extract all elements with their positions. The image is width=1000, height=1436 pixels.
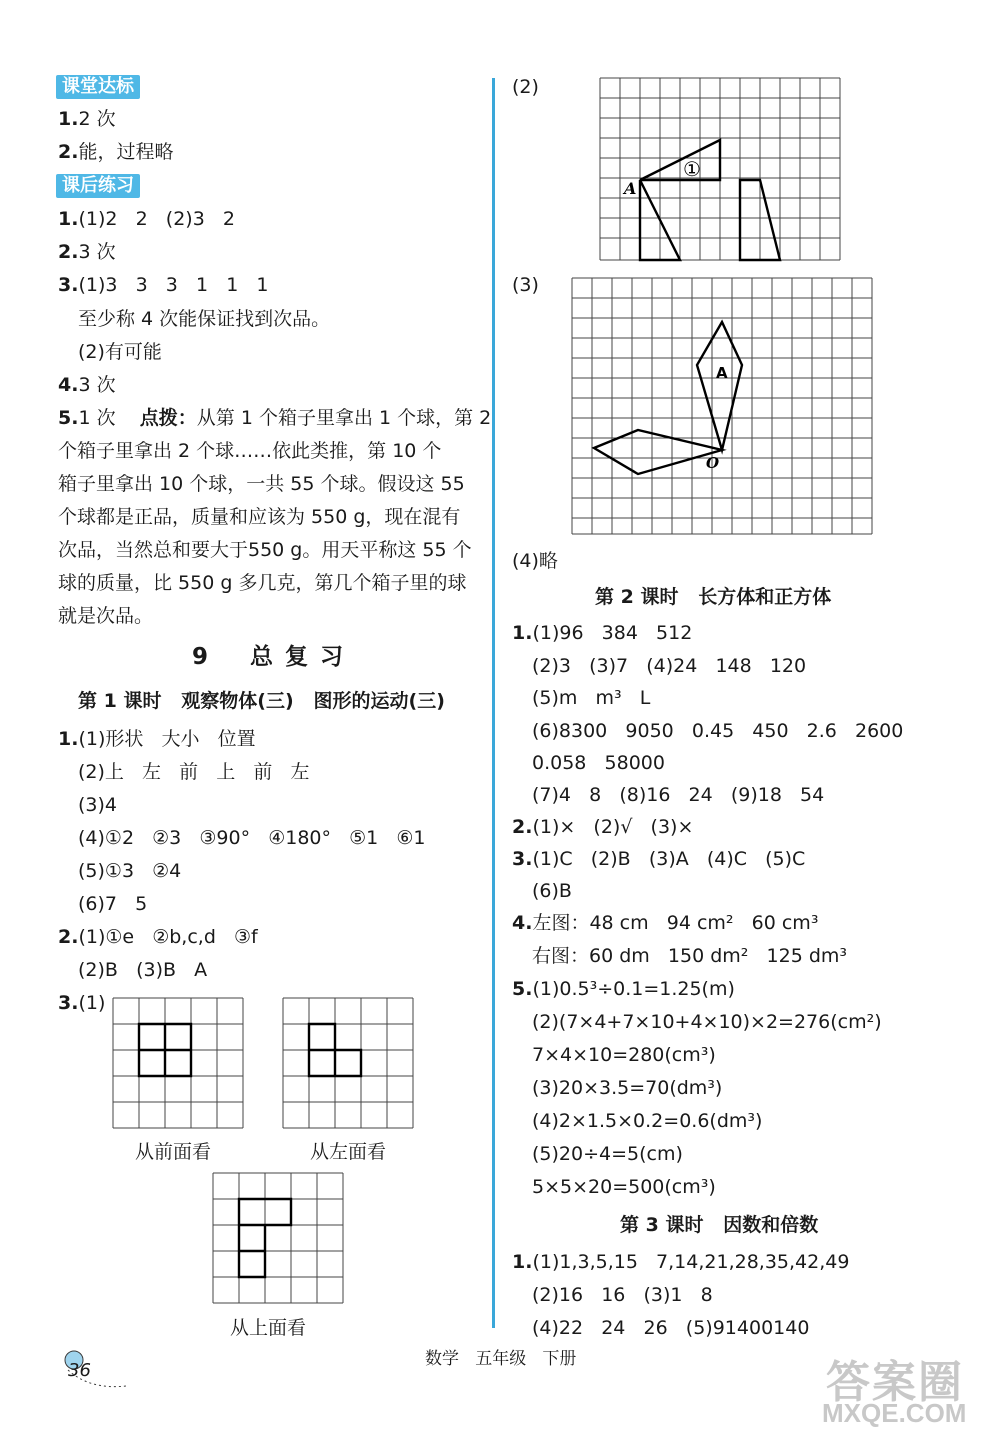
hw-num-6: 4. (58, 374, 79, 396)
front-grid-lines (113, 998, 243, 1128)
l3-line-1 (512, 1249, 849, 1275)
l2-num-8: 3. (512, 848, 533, 870)
front-view-shape (139, 1024, 191, 1076)
l2-line-12 (512, 976, 735, 1002)
l3-num-1: 1. (512, 1251, 533, 1273)
fig2-point-a: A (624, 179, 637, 198)
l2-line-6: (7)4 8 (8)16 24 (9)18 54 (532, 784, 825, 806)
watermark-logo: 答案圈 (826, 1358, 964, 1407)
caption-front: 从前面看 (135, 1141, 212, 1163)
q5-line-1 (58, 405, 491, 431)
cw-text-1: 2 次 (78, 108, 116, 130)
figure-2-grid (600, 78, 842, 262)
l1-line-7 (58, 924, 258, 950)
page-number: 36 (68, 1360, 91, 1381)
hw-line-5 (78, 339, 162, 365)
front-view-grid (113, 998, 245, 1130)
fig3-grid-lines (572, 278, 872, 534)
l2-num-7: 2. (512, 816, 533, 838)
left-view-grid (283, 998, 415, 1130)
classwork-tag (56, 75, 140, 99)
l1-num-1: 1. (58, 728, 79, 750)
caption-left: 从左面看 (310, 1141, 387, 1163)
l2-line-7 (512, 814, 693, 840)
l1-line-1 (58, 726, 256, 752)
hw-num-2: 2. (58, 241, 79, 263)
left-grid-lines (283, 998, 413, 1128)
top-grid-lines (213, 1173, 343, 1303)
lesson3-title: 第 3 课时 因数和倍数 (620, 1214, 819, 1236)
fig3-kite-horizontal (594, 430, 722, 474)
l1-line-3: (3)4 (78, 794, 118, 816)
q5-line-6: 球的质量，比 550 g 多几克，第几个箱子里的球 (58, 572, 467, 594)
hw-num-3: 3. (58, 274, 79, 296)
lesson2-title: 第 2 课时 长方体和正方体 (595, 586, 832, 608)
hw-line-3 (58, 272, 269, 298)
cw-line-1 (58, 106, 116, 132)
l2-text-7: (1)× (2)√ (3)× (532, 816, 694, 838)
hw-text-3: (1)3 3 3 1 1 1 (78, 274, 269, 296)
left-view-shape (309, 1024, 361, 1076)
watermark-url: MXQE.COM (822, 1398, 967, 1428)
hw-line-4 (78, 306, 330, 332)
lesson1-title: 第 1 课时 观察物体(三) 图形的运动(三) (78, 690, 445, 712)
top-view-grid (213, 1173, 345, 1305)
q5-hint-label: 点拨： (139, 407, 197, 429)
l2-line-14: 7×4×10=280(cm³) (532, 1044, 716, 1066)
fig2-circle-label: ① (683, 157, 701, 181)
fig3-label: (3) (512, 274, 539, 296)
l3-text-1: (1)1,3,5,15 7,14,21,28,35,42,49 (532, 1251, 850, 1273)
l1-num-9: 3. (58, 992, 79, 1014)
cw-text-2: 能，过程略 (78, 141, 174, 163)
l1-text-9: (1) (78, 992, 106, 1014)
q5-line-7: 就是次品。 (58, 605, 154, 627)
cw-line-2 (58, 139, 173, 165)
fig4-label: (4)略 (512, 550, 558, 572)
figure-3-grid (572, 278, 874, 536)
l1-line-4: (4)①2 ②3 ③90° ④180° ⑤1 ⑥1 (78, 827, 426, 849)
classwork-tag-text: 课堂达标 (62, 76, 134, 97)
fig3-point-a: A (716, 364, 728, 382)
l2-text-1: (1)96 384 512 (532, 622, 693, 644)
hw-text-4: 至少称 4 次能保证找到次品。 (78, 308, 331, 330)
l1-num-7: 2. (58, 926, 79, 948)
fig3-point-o: O (706, 454, 720, 472)
l1-line-9 (58, 990, 105, 1016)
homework-tag (56, 174, 140, 198)
l2-num-12: 5. (512, 978, 533, 1000)
cw-num-2: 2. (58, 141, 79, 163)
l2-num-1: 1. (512, 622, 533, 644)
q5-line-5: 次品，当然总和要大于550 g。用天平称这 55 个 (58, 539, 472, 561)
q5-hint: 从第 1 个箱子里拿出 1 个球，第 2 (196, 407, 492, 429)
l2-line-18: 5×5×20=500(cm³) (532, 1176, 716, 1198)
footer-subject: 数学 五年级 下册 (425, 1349, 577, 1369)
hw-text-1: (1)2 2 (2)3 2 (78, 208, 235, 230)
l2-line-9: (6)B (532, 880, 572, 902)
hw-text-6: 3 次 (78, 374, 116, 396)
q5-line-2: 个箱子里拿出 2 个球……依此类推，第 10 个 (58, 440, 442, 462)
l2-line-13: (2)(7×4+7×10+4×10)×2=276(cm²) (532, 1011, 882, 1033)
caption-top: 从上面看 (230, 1317, 307, 1339)
column-divider (492, 78, 495, 1328)
hw-line-2 (58, 239, 116, 265)
l2-line-1 (512, 620, 692, 646)
l2-line-10 (512, 910, 818, 936)
cw-num-1: 1. (58, 108, 79, 130)
l2-line-2: (2)3 (3)7 (4)24 148 120 (532, 655, 807, 677)
q5-num: 5. (58, 407, 79, 429)
l3-line-2: (2)16 16 (3)1 8 (532, 1284, 713, 1306)
l2-line-15: (3)20×3.5=70(dm³) (532, 1077, 723, 1099)
hw-num-1: 1. (58, 208, 79, 230)
l1-line-8: (2)B (3)B A (78, 959, 208, 981)
chapter-title: 9 总 复 习 (192, 644, 346, 670)
l2-line-4: (6)8300 9050 0.45 450 2.6 2600 (532, 720, 904, 742)
l3-line-3: (4)22 24 26 (5)91400140 (532, 1317, 810, 1339)
fig3-kite-vertical (697, 322, 742, 450)
q5-line-3: 箱子里拿出 10 个球，一共 55 个球。假设这 55 (58, 473, 465, 495)
l1-text-1: (1)形状 大小 位置 (78, 728, 256, 750)
l2-line-3: (5)m m³ L (532, 687, 651, 709)
hw-line-6 (58, 372, 116, 398)
l2-text-12: (1)0.5³÷0.1=1.25(m) (532, 978, 735, 1000)
fig2-label: (2) (512, 76, 539, 98)
l2-line-16: (4)2×1.5×0.2=0.6(dm³) (532, 1110, 763, 1132)
hw-line-1 (58, 206, 235, 232)
hw-text-2: 3 次 (78, 241, 116, 263)
hw-text-5: (2)有可能 (78, 341, 162, 363)
l2-num-10: 4. (512, 912, 533, 934)
l1-line-6: (6)7 5 (78, 893, 148, 915)
l2-text-8: (1)C (2)B (3)A (4)C (5)C (532, 848, 806, 870)
l1-line-5: (5)①3 ②4 (78, 860, 182, 882)
l1-line-2: (2)上 左 前 上 前 左 (78, 761, 310, 783)
l2-line-17: (5)20÷4=5(cm) (532, 1143, 683, 1165)
l2-line-8 (512, 846, 805, 872)
q5-answer: 1 次 (78, 407, 116, 429)
homework-tag-text: 课后练习 (62, 175, 134, 196)
l2-line-11: 右图：60 dm 150 dm² 125 dm³ (532, 945, 848, 967)
q5-line-4: 个球都是正品，质量和应该为 550 g，现在混有 (58, 506, 461, 528)
l2-text-10: 左图：48 cm 94 cm² 60 cm³ (532, 912, 819, 934)
l2-line-5: 0.058 58000 (532, 752, 665, 774)
l1-text-7: (1)①e ②b,c,d ③f (78, 926, 258, 948)
